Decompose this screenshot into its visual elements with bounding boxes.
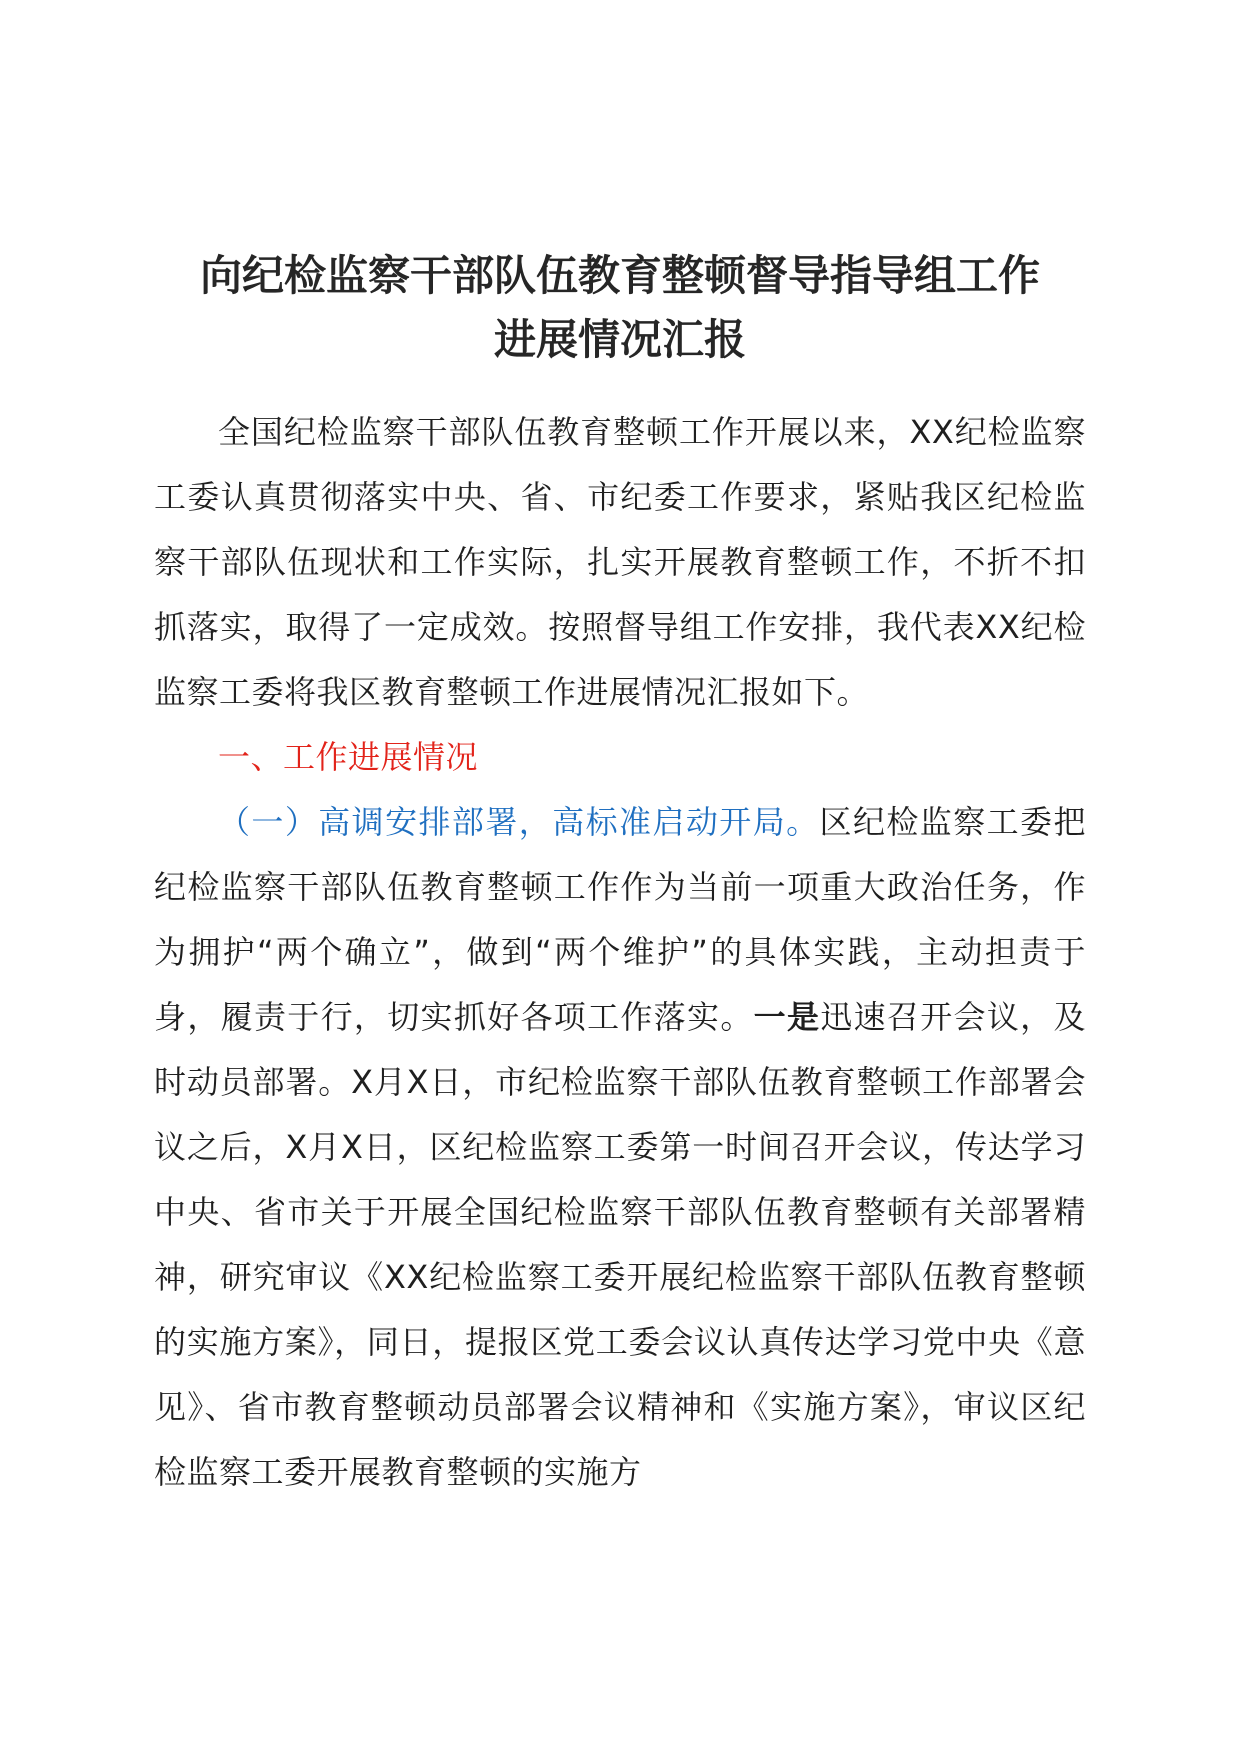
title-line-2: 进展情况汇报 <box>493 315 746 364</box>
paragraph-text-part1: 区纪检监察工委把纪检监察干部队伍教育整顿工作作为当前一项重大政治任务，作为拥护“两个确立”，做到“两个维护”的具体实践，主动担责于身，履责于行，切实抓好各项工作落实。 <box>154 803 1086 1036</box>
subsection-paragraph <box>154 790 1086 1505</box>
title-line-1: 向纪检监察干部队伍教育整顿督导指导组工作 <box>199 251 1040 300</box>
intro-paragraph: 全国纪检监察干部队伍教育整顿工作开展以来，XX纪检监察工委认真贯彻落实中央、省、市纪委工作要求，紧贴我区纪检监察干部队伍现状和工作实际，扎实开展教育整顿工作，不折不扣抓落实，取得了一定成效。按照督导组工作安排，我代表XX纪检监察工委将我区教育整顿工作进展情况汇报如下。 <box>154 413 1086 711</box>
section-heading-work-progress: 一、工作进展情况 <box>218 738 479 776</box>
paragraph-text-part2: 迅速召开会议，及时动员部署。X月X日，市纪检监察干部队伍教育整顿工作部署会议之后，X月X日，区纪检监察工委第一时间召开会议，传达学习中央、省市关于开展全国纪检监察干部队伍教育整顿有关部署精神，研究审议《XX纪检监察工委开展纪检监察干部队伍教育整顿的实施方案》，同日，提报区党工委会议认真传达学习党中央《意见》、省市教育整顿动员部署会议精神和《实施方案》，审议区纪检监察工委开展教育整顿的实施方 <box>154 998 1086 1491</box>
subsection-heading: （一）高调安排部署，高标准启动开局。 <box>218 803 820 841</box>
document-title <box>150 244 1090 372</box>
paragraph-bold-marker: 一是 <box>753 998 821 1036</box>
document-body <box>154 400 1086 1505</box>
